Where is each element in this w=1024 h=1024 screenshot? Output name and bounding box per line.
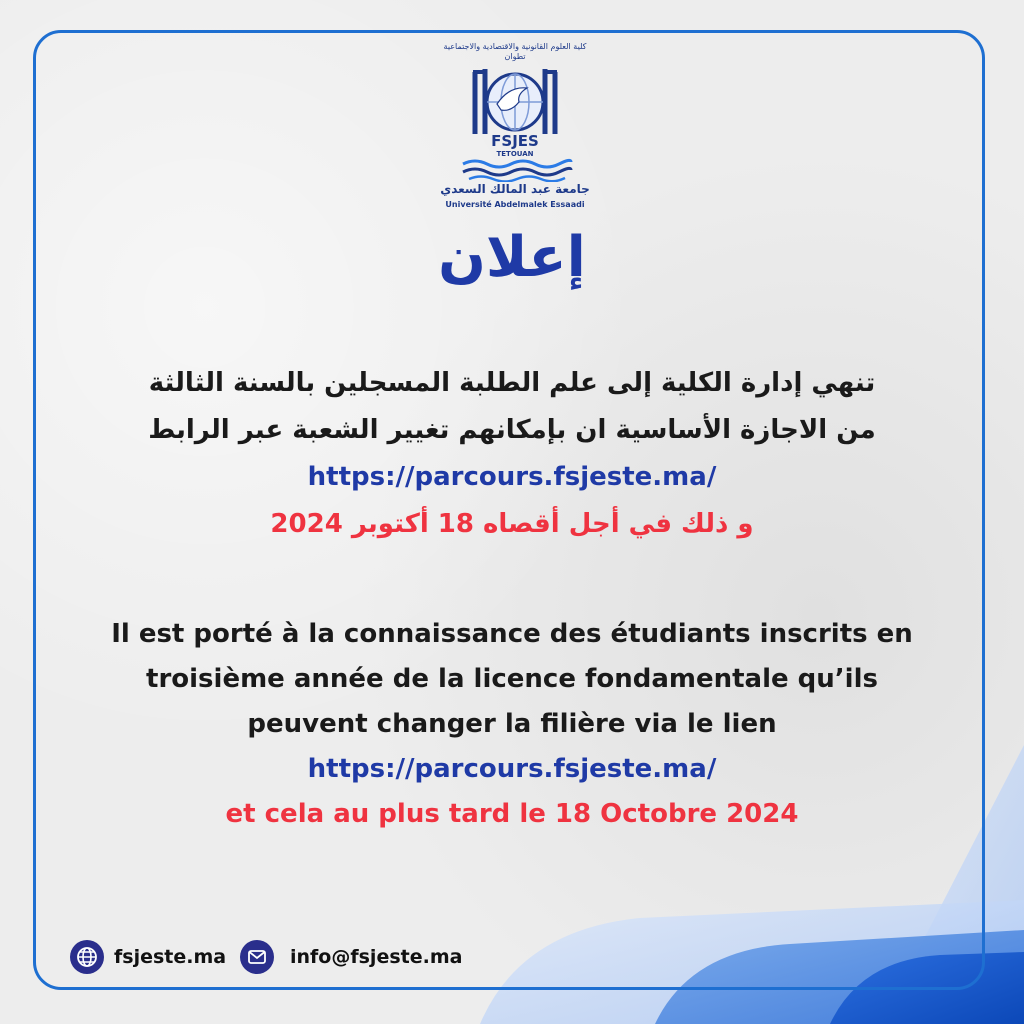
globe-icon — [70, 940, 104, 974]
announcement-title: إعلان — [438, 225, 586, 290]
logo-emblem — [455, 64, 575, 182]
french-deadline: et cela au plus tard le 18 Octobre 2024 — [225, 799, 799, 829]
french-announcement — [60, 612, 964, 837]
logo-city: TETOUAN — [496, 150, 534, 158]
french-line-1: Il est porté à la connaissance des étudiants inscrits en — [111, 619, 913, 649]
arabic-line-1: تنهي إدارة الكلية إلى علم الطلبة المسجلين بالسنة الثالثة — [148, 368, 876, 398]
arabic-deadline: و ذلك في أجل أقصاه 18 أكتوبر 2024 — [270, 509, 754, 539]
logo-acronym: FSJES — [491, 132, 539, 150]
logo-university-french: Université Abdelmalek Essaadi — [445, 200, 585, 209]
logo-arabic-faculty-name: كلية العلوم القانونية والاقتصادية والاجتماعية تطوان — [443, 42, 587, 61]
arabic-line-2: من الاجازة الأساسية ان بإمكانهم تغيير الشعبة عبر الرابط — [148, 415, 876, 445]
footer-website[interactable] — [70, 940, 226, 974]
footer-email[interactable] — [240, 940, 462, 974]
arabic-link[interactable]: https://parcours.fsjeste.ma/ — [307, 462, 717, 492]
french-line-3: peuvent changer la filière via le lien — [247, 709, 777, 739]
french-line-2: troisième année de la licence fondamentale qu’ils — [146, 664, 878, 694]
email-label: info@fsjeste.ma — [290, 946, 463, 968]
fsjes-logo — [440, 42, 590, 212]
logo-university-arabic: جامعة عبد المالك السعدي — [440, 182, 590, 196]
french-link[interactable]: https://parcours.fsjeste.ma/ — [307, 754, 717, 784]
arabic-announcement — [60, 360, 964, 548]
website-label: fsjeste.ma — [114, 946, 227, 968]
mail-icon — [240, 940, 274, 974]
